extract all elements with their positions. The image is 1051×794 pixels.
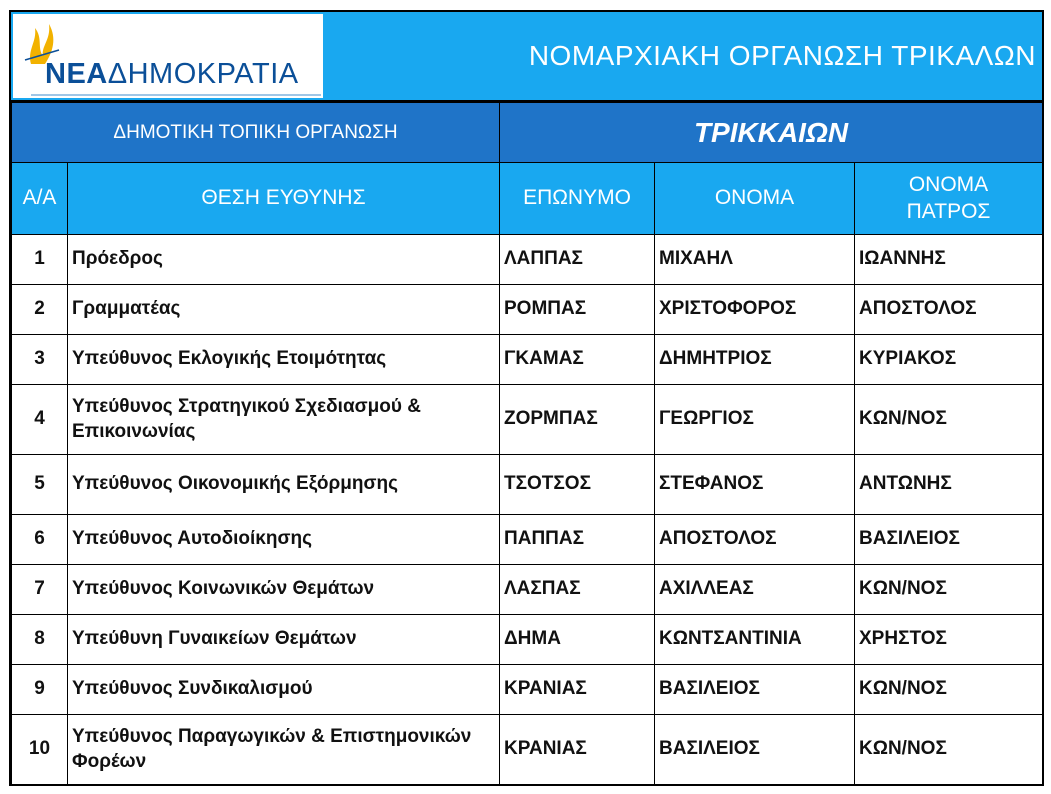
row-index: 7 <box>12 565 68 615</box>
row-surname: ΤΣΟΤΣΟΣ <box>500 455 655 515</box>
header-father-name-line2: ΠΑΤΡΟΣ <box>906 199 991 223</box>
row-surname: ΛΑΠΠΑΣ <box>500 235 655 285</box>
row-index: 10 <box>12 715 68 785</box>
logo-underline <box>31 94 321 96</box>
logo-wordmark <box>45 58 299 91</box>
row-first-name: ΒΑΣΙΛΕΙΟΣ <box>655 715 855 785</box>
party-logo <box>13 14 323 98</box>
organization-row <box>12 103 1043 163</box>
row-position: Υπεύθυνος Εκλογικής Ετοιμότητας <box>68 335 500 385</box>
table-row <box>12 515 1043 565</box>
row-index: 4 <box>12 385 68 455</box>
row-position: Υπεύθυνος Στρατηγικού Σχεδιασμού & Επικοινωνίας <box>68 385 500 455</box>
row-index: 2 <box>12 285 68 335</box>
row-father-name: ΚΩΝ/ΝΟΣ <box>855 665 1043 715</box>
table-row <box>12 385 1043 455</box>
table-row <box>12 665 1043 715</box>
row-position: Υπεύθυνη Γυναικείων Θεμάτων <box>68 615 500 665</box>
row-position: Υπεύθυνος Οικονομικής Εξόρμησης <box>68 455 500 515</box>
row-surname: ΖΟΡΜΠΑΣ <box>500 385 655 455</box>
row-position: Πρόεδρος <box>68 235 500 285</box>
header-father-name-line1: ΟΝΟΜΑ <box>908 173 989 197</box>
row-father-name: ΑΠΟΣΤΟΛΟΣ <box>855 285 1043 335</box>
row-first-name: ΧΡΙΣΤΟΦΟΡΟΣ <box>655 285 855 335</box>
table-row <box>12 235 1043 285</box>
table-row <box>12 615 1043 665</box>
row-surname: ΓΚΑΜΑΣ <box>500 335 655 385</box>
row-position: Υπεύθυνος Παραγωγικών & Επιστημονικών Φορέων <box>68 715 500 785</box>
row-index: 9 <box>12 665 68 715</box>
row-first-name: ΑΠΟΣΤΟΛΟΣ <box>655 515 855 565</box>
row-first-name: ΔΗΜΗΤΡΙΟΣ <box>655 335 855 385</box>
row-index: 8 <box>12 615 68 665</box>
row-father-name: ΑΝΤΩΝΗΣ <box>855 455 1043 515</box>
row-father-name: ΚΩΝ/ΝΟΣ <box>855 385 1043 455</box>
row-index: 5 <box>12 455 68 515</box>
header-first-name: ΟΝΟΜΑ <box>655 163 855 235</box>
row-father-name: ΚΥΡΙΑΚΟΣ <box>855 335 1043 385</box>
table-row <box>12 565 1043 615</box>
logo-text-dimokratia: ΔΗΜΟΚΡΑΤΙΑ <box>107 58 299 90</box>
row-first-name: ΚΩΝΤΣΑΝΤΙΝΙΑ <box>655 615 855 665</box>
row-father-name: ΚΩΝ/ΝΟΣ <box>855 715 1043 785</box>
row-position: Υπεύθυνος Κοινωνικών Θεμάτων <box>68 565 500 615</box>
row-index: 1 <box>12 235 68 285</box>
table-row <box>12 335 1043 385</box>
row-surname: ΛΑΣΠΑΣ <box>500 565 655 615</box>
row-surname: ΔΗΜΑ <box>500 615 655 665</box>
table-row <box>12 455 1043 515</box>
header-index: Α/Α <box>12 163 68 235</box>
row-father-name: ΚΩΝ/ΝΟΣ <box>855 565 1043 615</box>
row-surname: ΠΑΠΠΑΣ <box>500 515 655 565</box>
header-position: ΘΕΣΗ ΕΥΘΥΝΗΣ <box>68 163 500 235</box>
row-father-name: ΙΩΑΝΝΗΣ <box>855 235 1043 285</box>
top-banner <box>11 12 1042 102</box>
page-title: ΝΟΜΑΡΧΙΑΚΗ ΟΡΓΑΝΩΣΗ ΤΡΙΚΑΛΩΝ <box>528 40 1036 71</box>
row-position: Γραμματέας <box>68 285 500 335</box>
row-index: 6 <box>12 515 68 565</box>
table-row <box>12 715 1043 785</box>
roster-table <box>11 102 1043 785</box>
document-frame <box>9 10 1044 786</box>
organization-name: ΤΡΙΚΚΑΙΩΝ <box>500 103 1043 163</box>
row-first-name: ΓΕΩΡΓΙΟΣ <box>655 385 855 455</box>
row-position: Υπεύθυνος Συνδικαλισμού <box>68 665 500 715</box>
row-position: Υπεύθυνος Αυτοδιοίκησης <box>68 515 500 565</box>
row-index: 3 <box>12 335 68 385</box>
organization-label: ΔΗΜΟΤΙΚΗ ΤΟΠΙΚΗ ΟΡΓΑΝΩΣΗ <box>12 103 500 163</box>
row-father-name: ΒΑΣΙΛΕΙΟΣ <box>855 515 1043 565</box>
row-father-name: ΧΡΗΣΤΟΣ <box>855 615 1043 665</box>
header-father-name <box>855 163 1043 235</box>
header-surname: ΕΠΩΝΥΜΟ <box>500 163 655 235</box>
row-surname: ΡΟΜΠΑΣ <box>500 285 655 335</box>
row-first-name: ΒΑΣΙΛΕΙΟΣ <box>655 665 855 715</box>
table-header-row <box>12 163 1043 235</box>
table-row <box>12 285 1043 335</box>
row-surname: ΚΡΑΝΙΑΣ <box>500 715 655 785</box>
row-surname: ΚΡΑΝΙΑΣ <box>500 665 655 715</box>
row-first-name: ΑΧΙΛΛΕΑΣ <box>655 565 855 615</box>
logo-text-nea: ΝΕΑ <box>45 58 108 90</box>
row-first-name: ΣΤΕΦΑΝΟΣ <box>655 455 855 515</box>
row-first-name: ΜΙΧΑΗΛ <box>655 235 855 285</box>
